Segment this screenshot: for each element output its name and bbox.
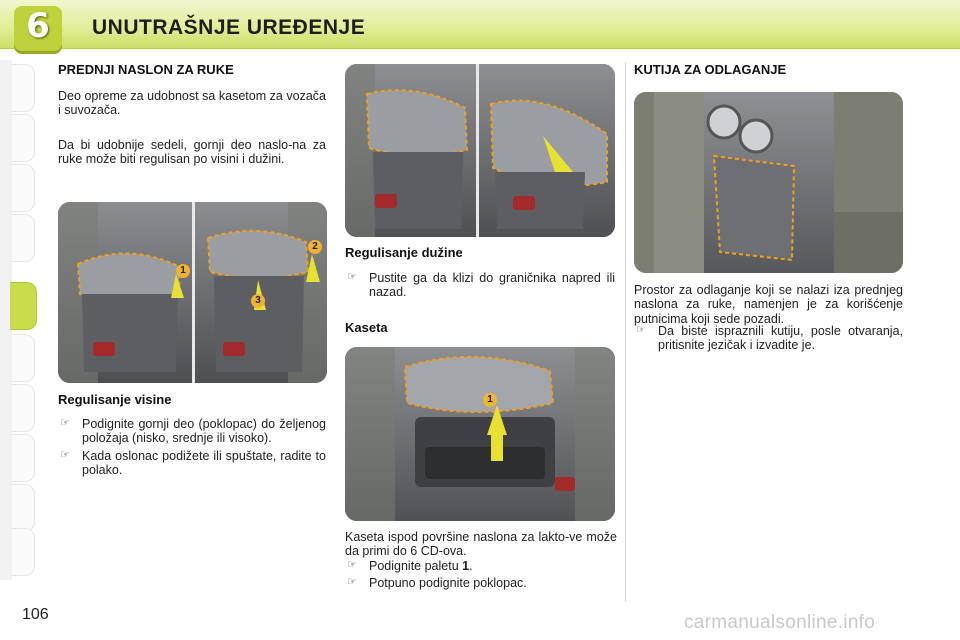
page-title: UNUTRAŠNJE UREĐENJE [92, 16, 366, 39]
chapter-tabs [0, 64, 34, 574]
height-adjust-list [58, 417, 326, 481]
storage-box-paragraph: Prostor za odlaganje koji se nalazi iza prednjeg naslona za ruke, namenjen je za korišćenje putnicima koji sede pozadi. [634, 283, 903, 326]
list-item: ☞ Podignite paletu 1. [347, 559, 473, 573]
length-adjust-heading: Regulisanje dužine [345, 245, 463, 260]
chapter-tab-11[interactable] [12, 528, 35, 576]
cassette-list [345, 559, 617, 594]
callout-3: 3 [251, 294, 265, 308]
list-item: ☞ Potpuno podignite poklopac. [347, 576, 527, 591]
cassette-heading: Kaseta [345, 320, 388, 335]
callout-1-left: 1 [176, 264, 190, 278]
front-armrest-heading: PREDNJI NASLON ZA RUKE [58, 62, 234, 77]
intro-paragraph: Deo opreme za udobnost sa kasetom za vozača i suvozača. [58, 89, 326, 118]
chapter-tab-8[interactable] [12, 384, 35, 432]
chapter-tab-4[interactable] [12, 214, 35, 262]
hand-pointer-icon: ☞ [60, 448, 70, 461]
page-number: 106 [22, 606, 49, 623]
hand-pointer-icon: ☞ [636, 324, 646, 336]
hand-pointer-icon: ☞ [347, 576, 357, 589]
callout-1-cassette: 1 [483, 393, 497, 407]
tab-number: 1 [462, 559, 470, 573]
hand-pointer-icon: ☞ [60, 417, 70, 429]
adjust-paragraph: Da bi udobnije sedeli, gornji deo naslo-na za ruke može biti regulisan po visini i dužini. [58, 138, 326, 167]
height-adjust-heading: Regulisanje visine [58, 392, 172, 407]
armrest-height-illustration [58, 202, 327, 383]
list-item: ☞ Pustite ga da klizi do graničnika napred ili nazad. [347, 271, 615, 300]
chapter-tab-6-active[interactable] [10, 282, 37, 330]
cassette-paragraph: Kaseta ispod površine naslona za lakto-ve može da primi do 6 CD-ova. [345, 530, 617, 559]
chapter-tab-3[interactable] [12, 164, 35, 212]
storage-box-illustration [634, 92, 903, 273]
list-item: ☞ Da biste ispraznili kutiju, posle otvaranja, pritisnite jezičak i izvadite je. [636, 324, 903, 353]
hand-pointer-icon: ☞ [347, 271, 357, 283]
storage-box-heading: KUTIJA ZA ODLAGANJE [634, 62, 787, 77]
column-divider [625, 62, 626, 602]
cassette-illustration [345, 347, 615, 521]
watermark: carmanualsonline.info [684, 612, 876, 633]
length-adjust-list [345, 271, 615, 303]
chapter-number: 6 [26, 6, 50, 46]
chapter-tab-10[interactable] [12, 484, 35, 532]
armrest-length-illustration [345, 64, 615, 237]
hand-pointer-icon: ☞ [347, 559, 357, 571]
callout-2: 2 [308, 240, 322, 254]
chapter-tab-7[interactable] [12, 334, 35, 382]
list-item: ☞ Kada oslonac podižete ili spuštate, radite to polako. [60, 448, 326, 478]
storage-box-list [634, 324, 903, 356]
chapter-badge [14, 6, 62, 54]
list-item: ☞ Podignite gornji deo (poklopac) do željenog položaja (nisko, srednje ili visoko). [60, 417, 326, 446]
chapter-tab-1[interactable] [12, 64, 35, 112]
chapter-tab-2[interactable] [12, 114, 35, 162]
chapter-tab-9[interactable] [12, 434, 35, 482]
